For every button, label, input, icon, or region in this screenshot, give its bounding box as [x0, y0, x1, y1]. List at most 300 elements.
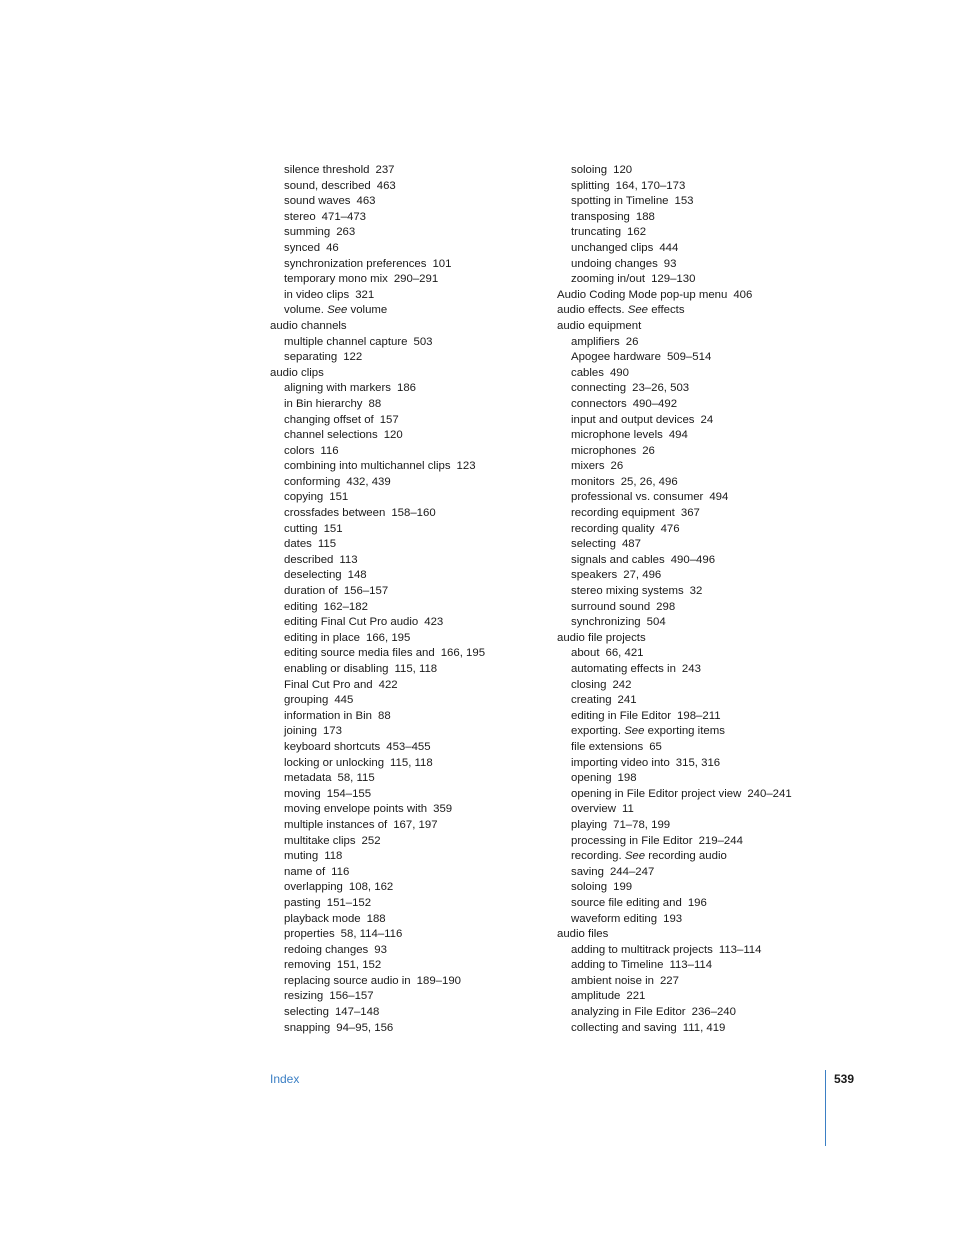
index-term: joining — [284, 725, 317, 738]
index-subentry — [270, 506, 560, 522]
page-refs: 32 — [689, 585, 703, 598]
index-term: microphone levels — [571, 429, 663, 442]
index-term: described — [284, 553, 334, 566]
page-refs: 422 — [378, 678, 398, 691]
index-term: multitake clips — [284, 834, 356, 847]
index-term: stereo mixing systems — [571, 585, 684, 598]
index-subentry — [557, 974, 847, 990]
index-term: duration of — [284, 585, 338, 598]
page-refs: 26 — [642, 444, 655, 457]
index-subentry — [557, 366, 847, 382]
index-term: opening in File Editor project view — [571, 787, 742, 800]
page-refs: 156–157 — [329, 990, 374, 1003]
index-subentry — [270, 459, 560, 475]
index-term: ambient noise in — [571, 974, 654, 987]
index-term: Apogee hardware — [571, 351, 661, 364]
index-heading — [557, 319, 847, 335]
page-refs: 94–95, 156 — [336, 1021, 394, 1034]
index-subentry — [270, 880, 560, 896]
index-subentry — [270, 631, 560, 647]
page-refs: 241 — [617, 694, 637, 707]
index-term: changing offset of — [284, 413, 374, 426]
page-refs: 188 — [635, 210, 655, 223]
index-term: Audio Coding Mode pop-up menu — [557, 288, 728, 301]
index-subentry — [557, 568, 847, 584]
page-refs: 24 — [700, 413, 714, 426]
page-refs: 65 — [649, 740, 662, 753]
index-subentry — [270, 225, 560, 241]
index-subentry — [557, 1021, 847, 1037]
page-refs: 93 — [374, 943, 387, 956]
index-term: spotting in Timeline — [571, 195, 669, 208]
index-term: amplifiers — [571, 335, 620, 348]
page-refs: 120 — [383, 429, 403, 442]
page-refs: 120 — [613, 164, 633, 176]
see-target: effects — [651, 304, 685, 317]
index-term: mixers — [571, 460, 605, 473]
index-subentry — [557, 958, 847, 974]
index-subentry — [557, 989, 847, 1005]
index-term: synced — [284, 241, 321, 254]
index-term: analyzing in File Editor — [571, 1006, 686, 1019]
page-refs: 476 — [660, 522, 680, 535]
see-reference: See — [624, 850, 646, 863]
index-term: microphones — [571, 444, 637, 457]
index-subentry — [557, 834, 847, 850]
page-refs: 166, 195 — [366, 631, 411, 644]
page-refs: 315, 316 — [675, 756, 721, 769]
index-subentry — [270, 958, 560, 974]
page-refs: 148 — [347, 569, 367, 582]
index-subentry — [557, 241, 847, 257]
index-subentry — [557, 225, 847, 241]
index-term: audio effects. — [557, 304, 625, 317]
index-term: cutting — [284, 522, 318, 535]
index-subentry — [557, 724, 847, 740]
page-refs: 113 — [339, 553, 358, 566]
index-subentry — [270, 771, 560, 787]
index-subentry — [270, 553, 560, 569]
index-heading — [557, 927, 847, 943]
index-subentry — [557, 584, 847, 600]
page-refs: 298 — [656, 600, 676, 613]
index-term: selecting — [284, 1006, 329, 1019]
index-subentry — [270, 163, 560, 179]
page-refs: 237 — [375, 164, 395, 176]
index-term: closing — [571, 678, 607, 691]
page-refs: 25, 26, 496 — [620, 475, 678, 488]
index-subentry — [270, 194, 560, 210]
index-term: resizing — [284, 990, 324, 1003]
index-term: transposing — [571, 210, 630, 223]
index-term: copying — [284, 491, 324, 504]
index-subentry — [270, 849, 560, 865]
index-subentry — [557, 646, 847, 662]
page-refs: 444 — [659, 241, 679, 254]
index-subentry — [270, 662, 560, 678]
section-label: Index — [270, 1072, 300, 1086]
index-subentry — [270, 397, 560, 413]
page-refs: 113–114 — [669, 959, 713, 972]
index-subentry — [557, 210, 847, 226]
index-term: properties — [284, 928, 335, 941]
index-subentry — [270, 490, 560, 506]
page-refs: 490–496 — [670, 553, 716, 566]
index-term: waveform editing — [571, 912, 658, 925]
index-subentry — [270, 724, 560, 740]
page-refs: 164, 170–173 — [615, 179, 686, 192]
index-subentry — [270, 303, 560, 319]
page-refs: 129–130 — [651, 273, 696, 286]
page-refs: 490–492 — [632, 397, 678, 410]
page-refs: 244–247 — [609, 865, 655, 878]
index-subentry — [557, 600, 847, 616]
index-term: professional vs. consumer — [571, 491, 704, 504]
page-refs: 151, 152 — [336, 959, 382, 972]
index-subentry — [557, 662, 847, 678]
index-subentry — [557, 709, 847, 725]
index-subentry — [270, 475, 560, 491]
page-refs: 157 — [379, 413, 399, 426]
page-refs: 227 — [659, 974, 679, 987]
page-refs: 26 — [610, 460, 624, 473]
index-term: importing video into — [571, 756, 670, 769]
index-term: adding to Timeline — [571, 959, 664, 972]
page-refs: 290–291 — [393, 273, 439, 286]
index-subentry — [557, 381, 847, 397]
index-term: editing source media files and — [284, 647, 435, 660]
index-subentry — [557, 943, 847, 959]
index-subentry — [270, 989, 560, 1005]
index-heading — [557, 288, 847, 304]
index-term: about — [571, 647, 600, 660]
page-refs: 463 — [356, 195, 376, 208]
page-refs: 88 — [368, 397, 382, 410]
page-refs: 27, 496 — [623, 569, 662, 582]
page-refs: 158–160 — [391, 507, 436, 520]
page-refs: 193 — [663, 912, 683, 925]
index-subentry — [557, 350, 847, 366]
index-term: surround sound — [571, 600, 651, 613]
index-subentry — [270, 974, 560, 990]
index-term: synchronizing — [571, 616, 641, 629]
index-subentry — [557, 693, 847, 709]
index-term: metadata — [284, 772, 332, 785]
page-refs: 503 — [413, 335, 433, 348]
index-term: playing — [571, 818, 608, 831]
index-term: splitting — [571, 179, 610, 192]
index-subentry — [557, 896, 847, 912]
index-subentry — [270, 428, 560, 444]
page-refs: 189–190 — [416, 974, 462, 987]
index-term: creating — [571, 694, 612, 707]
page-refs: 196 — [687, 896, 707, 909]
index-term: connecting — [571, 382, 627, 395]
index-term: silence threshold — [284, 164, 370, 176]
index-term: Final Cut Pro and — [284, 678, 373, 691]
page-refs: 263 — [336, 226, 356, 239]
index-term: automating effects in — [571, 663, 676, 675]
index-subentry — [557, 615, 847, 631]
index-heading — [557, 631, 847, 647]
page-refs: 445 — [334, 694, 354, 707]
index-term: recording. — [571, 850, 622, 863]
index-term: removing — [284, 959, 331, 972]
index-term: audio clips — [270, 366, 324, 379]
index-subentry — [270, 787, 560, 803]
index-term: monitors — [571, 475, 615, 488]
page-refs: 504 — [646, 616, 666, 629]
index-term: overlapping — [284, 881, 343, 894]
page-refs: 88 — [378, 709, 391, 722]
page-refs: 122 — [343, 351, 363, 364]
index-heading — [270, 319, 560, 335]
page-refs: 11 — [621, 803, 634, 816]
index-subentry — [557, 771, 847, 787]
index-subentry — [557, 506, 847, 522]
index-term: synchronization preferences — [284, 257, 427, 270]
page-refs: 93 — [663, 257, 677, 270]
see-target: exporting items — [647, 725, 725, 738]
index-term: sound, described — [284, 179, 371, 192]
page-refs: 167, 197 — [393, 818, 438, 831]
page-refs: 173 — [322, 725, 342, 738]
page-refs: 252 — [361, 834, 381, 847]
index-term: soloing — [571, 164, 608, 176]
index-term: amplitude — [571, 990, 621, 1003]
index-subentry — [557, 865, 847, 881]
index-subentry — [270, 381, 560, 397]
page-refs: 198–211 — [677, 709, 721, 722]
index-term: soloing — [571, 881, 608, 894]
index-term: stereo — [284, 210, 316, 223]
page-refs: 151 — [323, 522, 343, 535]
index-subentry — [557, 818, 847, 834]
index-subentry — [270, 179, 560, 195]
page-refs: 118 — [324, 850, 343, 863]
index-term: speakers — [571, 569, 618, 582]
page-refs: 154–155 — [326, 787, 372, 800]
page-refs: 156–157 — [343, 585, 389, 598]
index-term: information in Bin — [284, 709, 373, 722]
index-term: signals and cables — [571, 553, 665, 566]
page-refs: 463 — [376, 179, 396, 192]
index-term: file extensions — [571, 740, 644, 753]
index-term: enabling or disabling — [284, 663, 389, 675]
index-subentry — [270, 943, 560, 959]
index-term: audio files — [557, 928, 609, 941]
index-term: collecting and saving — [571, 1021, 677, 1034]
index-subentry — [557, 537, 847, 553]
index-term: recording quality — [571, 522, 655, 535]
index-term: opening — [571, 772, 612, 785]
index-term: editing in place — [284, 631, 360, 644]
page-refs: 71–78, 199 — [613, 818, 671, 831]
index-subentry — [270, 1005, 560, 1021]
page-refs: 166, 195 — [440, 647, 486, 660]
page-refs: 423 — [424, 616, 444, 629]
see-target: recording audio — [648, 850, 727, 863]
page-refs: 108, 162 — [348, 881, 394, 894]
page-refs: 116 — [331, 865, 350, 878]
index-term: zooming in/out — [571, 273, 646, 286]
index-subentry — [557, 912, 847, 928]
page-refs: 123 — [456, 460, 476, 473]
page-refs: 359 — [433, 803, 453, 816]
index-subentry — [270, 413, 560, 429]
index-term: editing — [284, 600, 318, 613]
index-term: exporting. — [571, 725, 622, 738]
index-term: saving — [571, 865, 604, 878]
page-refs: 101 — [432, 257, 452, 270]
index-subentry — [270, 896, 560, 912]
index-term: connectors — [571, 397, 627, 410]
index-subentry — [270, 568, 560, 584]
index-term: keyboard shortcuts — [284, 740, 381, 753]
index-subentry — [557, 849, 847, 865]
index-heading — [557, 303, 847, 319]
index-subentry — [557, 444, 847, 460]
index-subentry — [270, 740, 560, 756]
index-term: combining into multichannel clips — [284, 460, 451, 473]
index-term: dates — [284, 538, 312, 551]
index-subentry — [270, 335, 560, 351]
page-refs: 494 — [709, 491, 729, 504]
index-term: snapping — [284, 1021, 331, 1034]
page-refs: 58, 114–116 — [340, 928, 403, 941]
index-subentry — [270, 241, 560, 257]
see-reference: See — [627, 304, 649, 317]
index-column-left — [270, 163, 560, 1036]
index-subentry — [270, 288, 560, 304]
page-refs: 198 — [617, 772, 637, 785]
index-subentry — [270, 756, 560, 772]
index-subentry — [557, 880, 847, 896]
page-refs: 111, 419 — [682, 1021, 726, 1034]
index-subentry — [270, 444, 560, 460]
page-refs: 66, 421 — [605, 647, 644, 660]
page-refs: 147–148 — [334, 1006, 380, 1019]
index-term: processing in File Editor — [571, 834, 693, 847]
see-target: volume — [350, 304, 388, 317]
page-refs: 236–240 — [691, 1006, 736, 1019]
page-refs: 453–455 — [386, 740, 431, 753]
index-term: source file editing and — [571, 896, 682, 909]
index-subentry — [557, 553, 847, 569]
index-term: redoing changes — [284, 943, 369, 956]
page-refs: 199 — [613, 881, 633, 894]
index-subentry — [557, 522, 847, 538]
index-term: in video clips — [284, 288, 350, 301]
index-subentry — [270, 912, 560, 928]
index-subentry — [270, 600, 560, 616]
index-subentry — [270, 537, 560, 553]
page-refs: 153 — [674, 195, 694, 208]
page-refs: 26 — [625, 335, 639, 348]
index-term: temporary mono mix — [284, 273, 388, 286]
index-term: adding to multitrack projects — [571, 943, 713, 956]
index-subentry — [270, 802, 560, 818]
page-refs: 242 — [612, 678, 632, 691]
index-subentry — [270, 522, 560, 538]
index-term: truncating — [571, 226, 622, 239]
index-subentry — [557, 428, 847, 444]
index-subentry — [270, 1021, 560, 1037]
page-refs: 162–182 — [323, 600, 368, 613]
index-subentry — [557, 475, 847, 491]
index-term: name of — [284, 865, 326, 878]
index-subentry — [270, 834, 560, 850]
index-subentry — [557, 678, 847, 694]
page-refs: 115, 118 — [394, 663, 438, 675]
page-refs: 46 — [326, 241, 339, 254]
index-term: deselecting — [284, 569, 342, 582]
index-subentry — [557, 740, 847, 756]
index-term: multiple channel capture — [284, 335, 408, 348]
index-term: sound waves — [284, 195, 351, 208]
index-subentry — [557, 490, 847, 506]
index-term: summing — [284, 226, 331, 239]
index-term: colors — [284, 444, 315, 457]
index-term: audio channels — [270, 319, 347, 332]
page-refs: 240–241 — [747, 787, 792, 800]
index-term: editing Final Cut Pro audio — [284, 616, 419, 629]
index-subentry — [557, 756, 847, 772]
index-subentry — [270, 709, 560, 725]
index-subentry — [270, 927, 560, 943]
index-term: undoing changes — [571, 257, 658, 270]
index-term: audio file projects — [557, 631, 646, 644]
index-subentry — [557, 257, 847, 273]
index-term: unchanged clips — [571, 241, 654, 254]
index-term: locking or unlocking — [284, 756, 385, 769]
index-term: input and output devices — [571, 413, 695, 426]
index-term: audio equipment — [557, 319, 642, 332]
page-refs: 406 — [733, 288, 753, 301]
index-column-right — [557, 163, 847, 1036]
page-refs: 23–26, 503 — [632, 382, 690, 395]
index-subentry — [557, 335, 847, 351]
index-term: channel selections — [284, 429, 378, 442]
page-refs: 162 — [627, 226, 647, 239]
index-term: playback mode — [284, 912, 361, 925]
index-subentry — [270, 257, 560, 273]
page-refs: 471–473 — [321, 210, 367, 223]
index-subentry — [270, 818, 560, 834]
index-term: overview — [571, 803, 616, 816]
see-reference: See — [624, 725, 645, 738]
index-subentry — [557, 787, 847, 803]
page-refs: 186 — [397, 382, 417, 395]
page-refs: 219–244 — [698, 834, 743, 847]
index-term: crossfades between — [284, 507, 386, 520]
page-refs: 367 — [680, 507, 700, 520]
index-subentry — [557, 163, 847, 179]
index-term: grouping — [284, 694, 329, 707]
index-term: cables — [571, 366, 604, 379]
page-refs: 151–152 — [326, 896, 372, 909]
index-subentry — [270, 693, 560, 709]
index-subentry — [270, 865, 560, 881]
index-subentry — [557, 397, 847, 413]
page-refs: 188 — [366, 912, 386, 925]
index-term: recording equipment — [571, 507, 675, 520]
index-subentry — [270, 646, 560, 662]
page-refs: 243 — [681, 663, 701, 675]
index-subentry — [270, 210, 560, 226]
index-term: replacing source audio in — [284, 974, 411, 987]
index-subentry — [557, 459, 847, 475]
